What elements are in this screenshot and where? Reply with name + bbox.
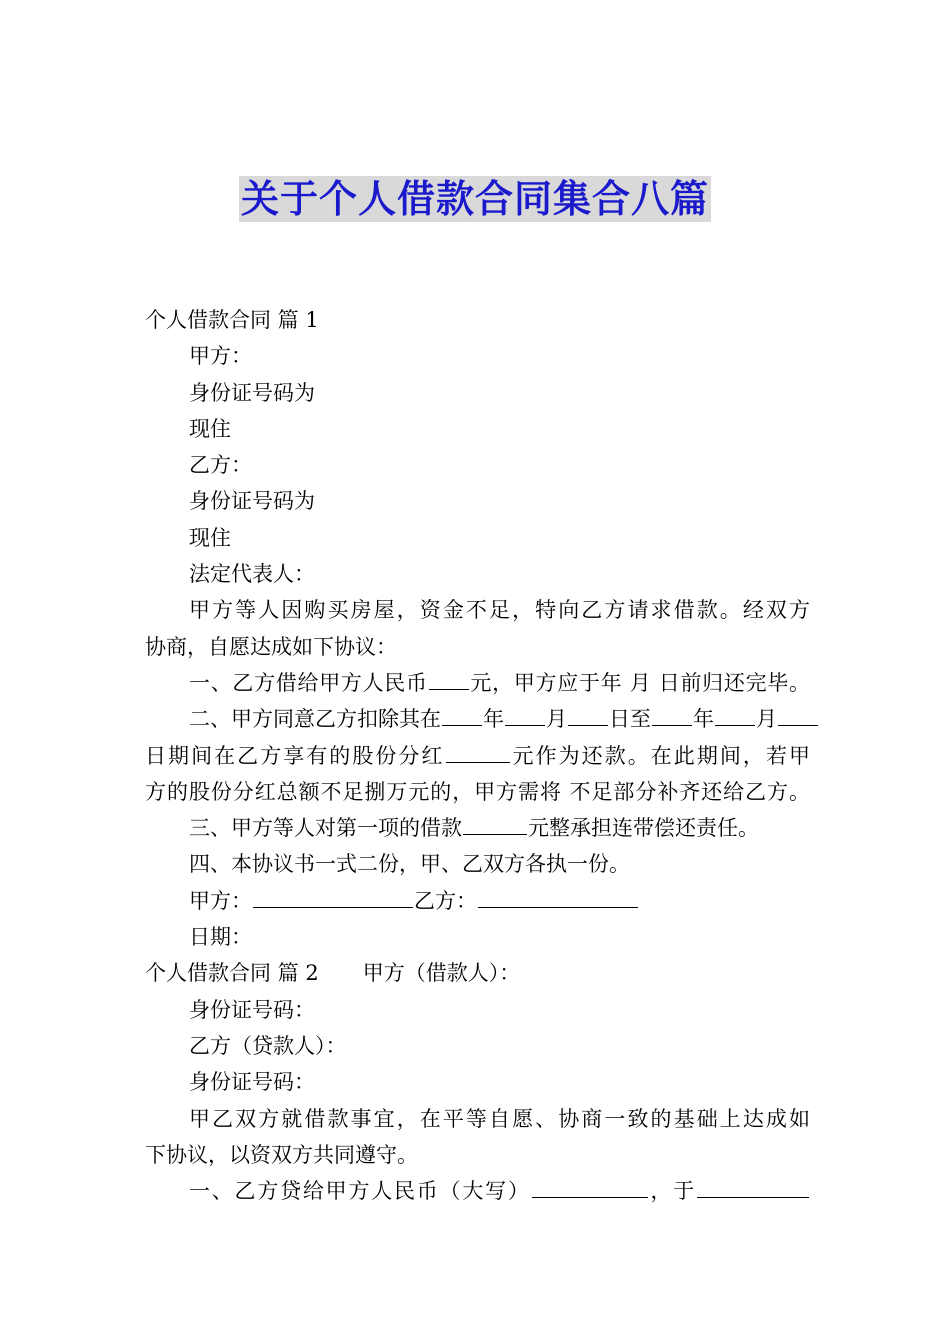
clause-2-month-2: 月 <box>756 707 777 732</box>
blank-year <box>442 705 482 726</box>
clause-2-line-3: 方的股份分红总额不足捌万元的，甲方需将 不足部分补齐还给乙方。 <box>145 779 810 804</box>
title-container <box>0 176 950 222</box>
section2-party-a: 甲方（借款人）： <box>362 961 521 986</box>
blank-year-2 <box>652 705 692 726</box>
clause-2-line-2 <box>145 738 810 774</box>
blank-month-2 <box>715 705 755 726</box>
blank-day <box>568 705 608 726</box>
clause-2-day-to: 日至 <box>609 707 651 732</box>
blank-amount-words <box>532 1177 648 1198</box>
blank-signature-a <box>253 887 413 908</box>
clause-2-year: 年 <box>483 707 504 732</box>
clause-1 <box>145 665 810 701</box>
section2-clause-1-text-b: ，于 <box>648 1179 697 1204</box>
section2-clause-1 <box>145 1173 810 1209</box>
signature-line <box>145 883 810 919</box>
section2-id-b: 身份证号码： <box>189 1070 315 1095</box>
clause-3 <box>145 810 810 846</box>
clause-3-text-b: 元整承担连带偿还责任。 <box>528 816 759 841</box>
blank-dividend <box>446 742 510 763</box>
signature-b-label: 乙方： <box>414 888 477 913</box>
document-body <box>145 302 810 1209</box>
date-label: 日期： <box>189 925 252 950</box>
section2-id-a: 身份证号码： <box>189 997 315 1022</box>
section2-party-b: 乙方（贷款人）： <box>189 1033 347 1058</box>
clause-2-month: 月 <box>546 707 567 732</box>
party-a-id: 身份证号码为 <box>189 380 315 405</box>
clause-1-text-a: 一、乙方借给甲方人民币 <box>189 670 428 695</box>
clause-2-line-2-text-a: 日期间在乙方享有的股份分红 <box>145 743 445 768</box>
blank-amount <box>429 669 469 690</box>
blank-day-2 <box>778 705 818 726</box>
section2-heading: 个人借款合同 篇 2 <box>145 961 319 986</box>
intro-paragraph-line-2: 协商，自愿达成如下协议： <box>145 634 397 659</box>
clause-4: 四、本协议书一式二份，甲、乙双方各执一份。 <box>189 852 630 877</box>
party-a-address: 现住 <box>189 416 231 441</box>
section2-intro-line-2: 下协议，以资双方共同遵守。 <box>145 1142 418 1167</box>
blank-date <box>697 1177 809 1198</box>
clause-2-line-2-text-b: 元作为还款。在此期间，若甲 <box>510 743 810 768</box>
clause-3-text-a: 三、甲方等人对第一项的借款 <box>189 816 462 841</box>
party-a-label: 甲方： <box>189 344 252 369</box>
section2-intro-line-1: 甲乙双方就借款事宜，在平等自愿、协商一致的基础上达成如 <box>189 1106 810 1131</box>
blank-signature-b <box>478 887 638 908</box>
section2-heading-line <box>145 955 810 991</box>
document-title: 关于个人借款合同集合八篇 <box>240 177 709 221</box>
section1-heading: 个人借款合同 篇 1 <box>145 308 319 332</box>
blank-loan <box>463 814 527 835</box>
clause-1-text-b: 元，甲方应于年 月 日前归还完毕。 <box>469 670 810 695</box>
party-b-address: 现住 <box>189 525 231 550</box>
clause-2-line-1 <box>145 701 810 737</box>
section2-clause-1-text-a: 一、乙方贷给甲方人民币（大写） <box>189 1179 531 1204</box>
party-b-id: 身份证号码为 <box>189 489 315 514</box>
clause-2-text-a: 二、甲方同意乙方扣除其在 <box>189 707 441 732</box>
blank-month <box>505 705 545 726</box>
clause-2-year-2: 年 <box>693 707 714 732</box>
signature-a-label: 甲方： <box>189 888 252 913</box>
intro-paragraph-line-1: 甲方等人因购买房屋，资金不足，特向乙方请求借款。经双方 <box>189 598 810 623</box>
party-b-label: 乙方： <box>189 453 252 478</box>
legal-representative: 法定代表人： <box>189 562 315 587</box>
